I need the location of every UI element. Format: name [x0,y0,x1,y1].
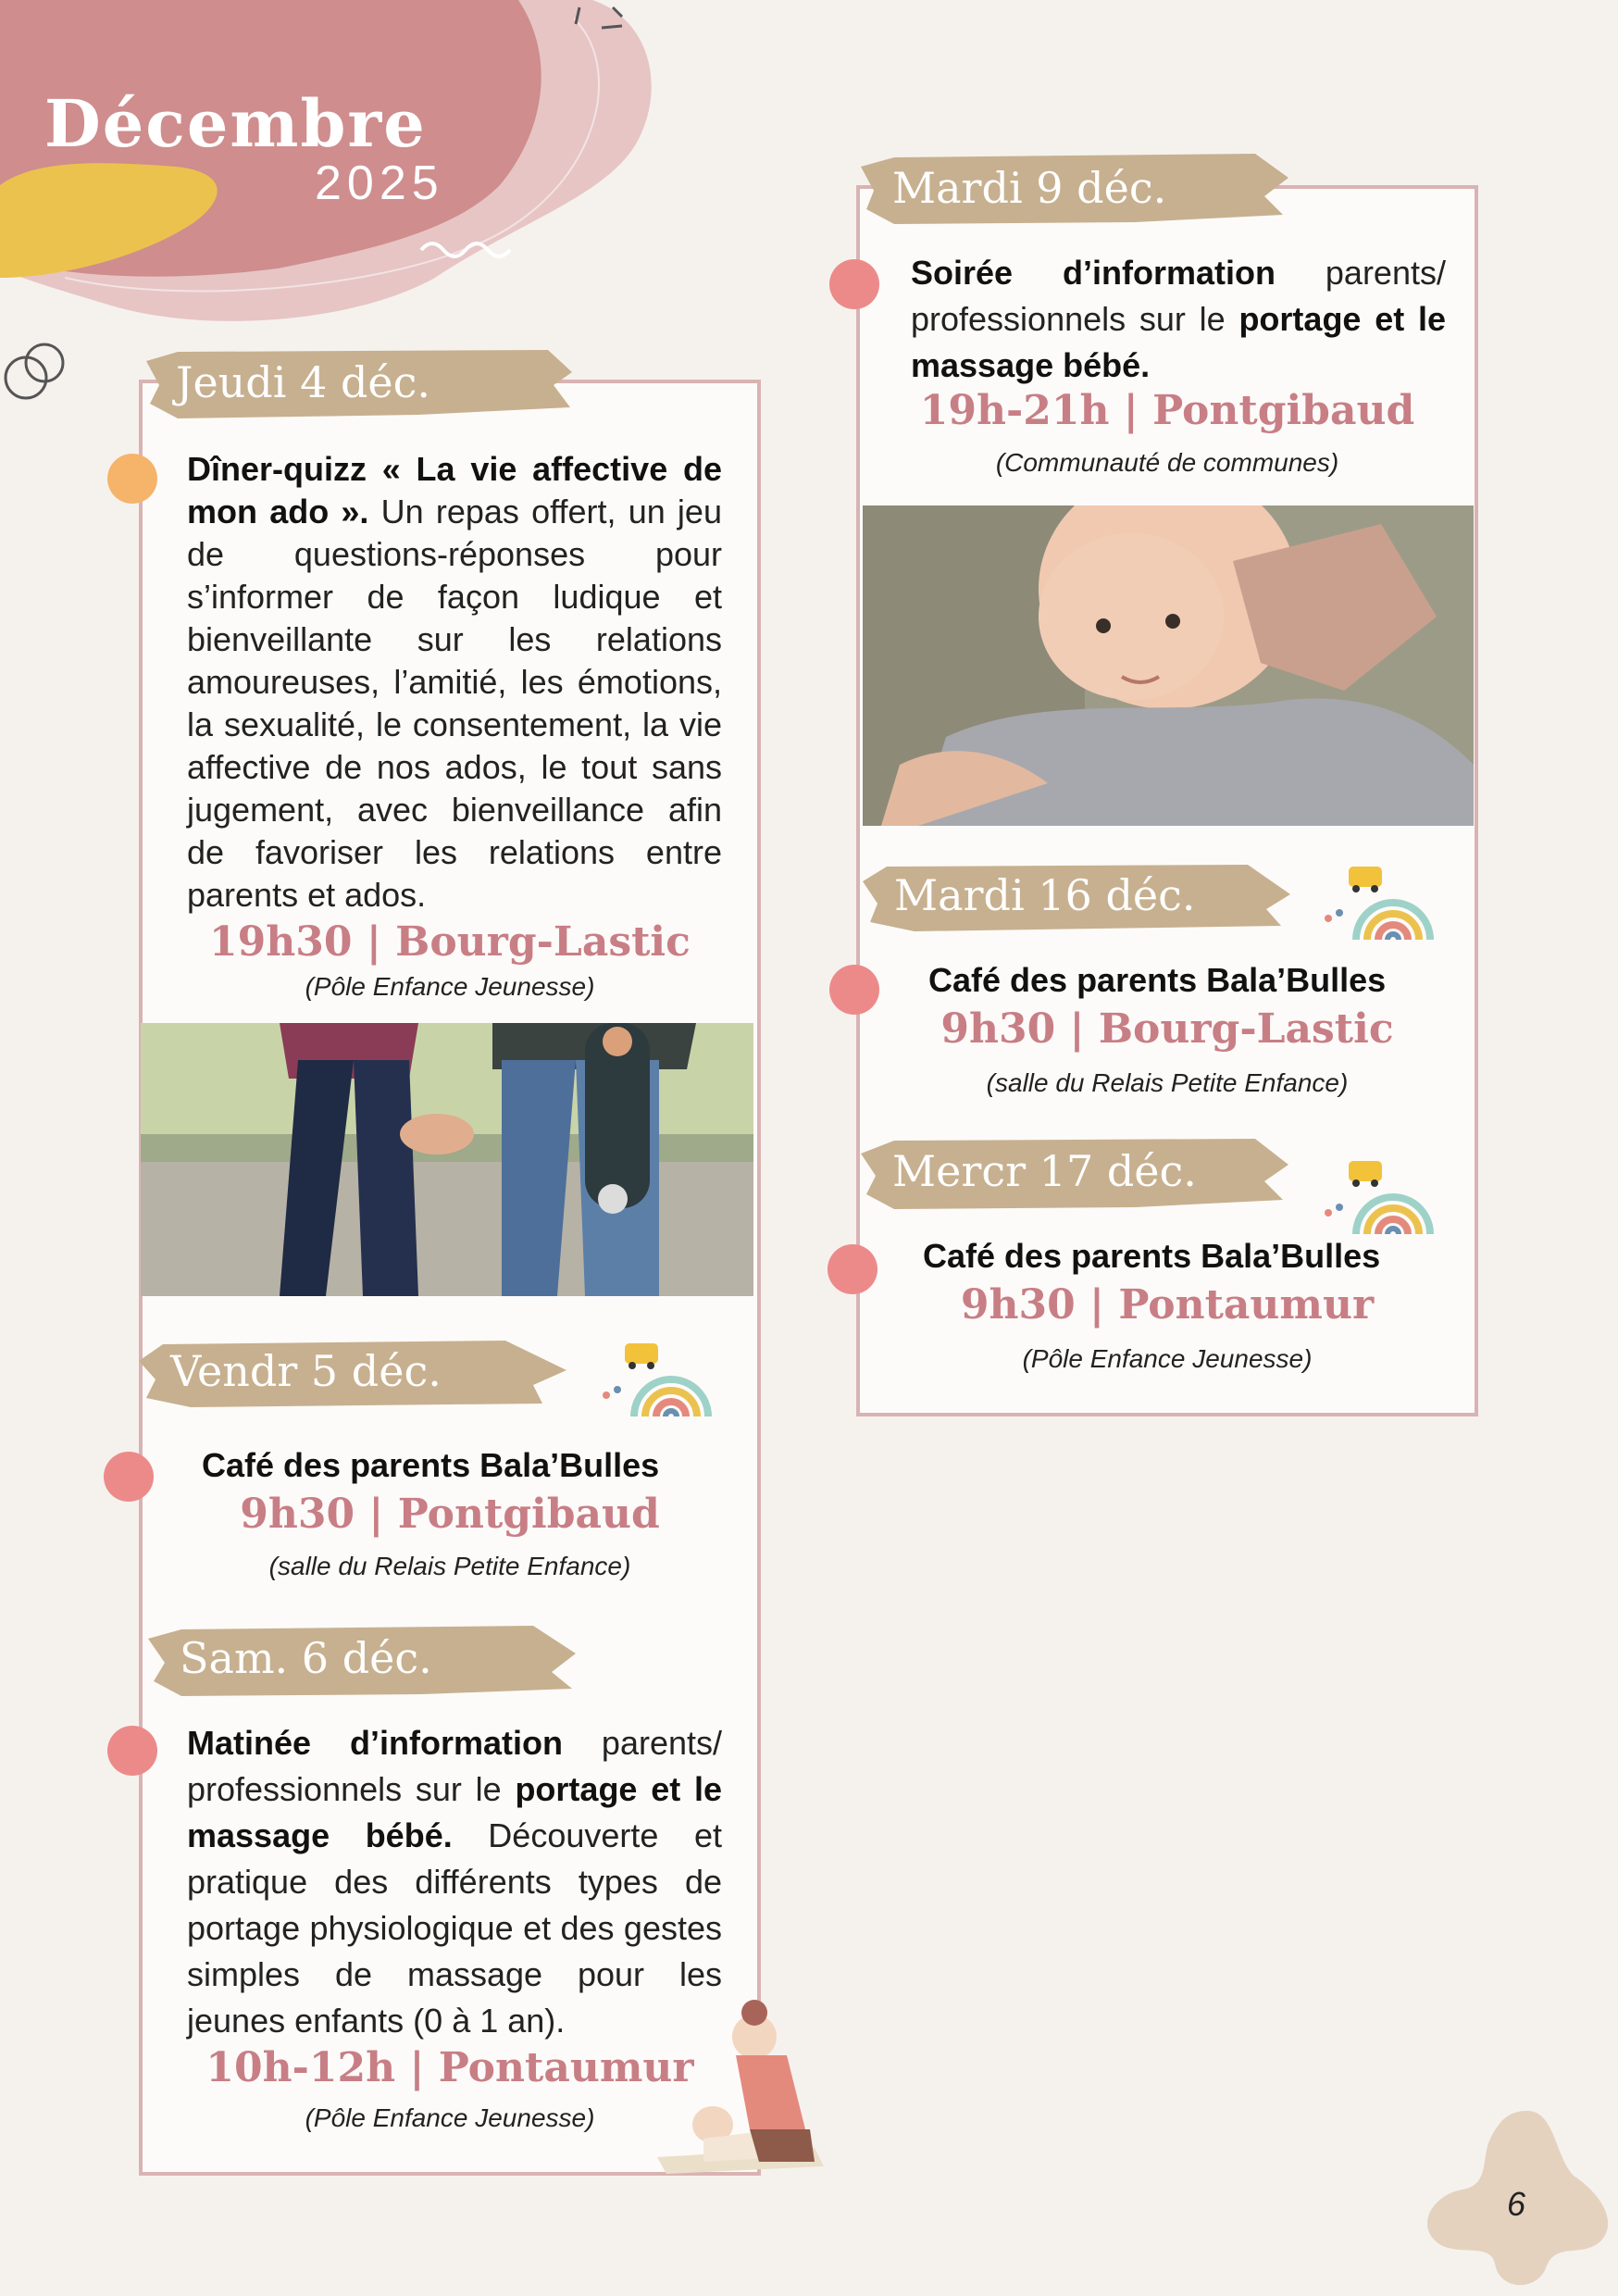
day-label-jeudi4: Jeudi 4 déc. [141,344,576,422]
event-venue-vendr5: (salle du Relais Petite Enfance) [268,1552,631,1580]
month-title: Décembre [44,85,427,162]
rainbow-bus-icon [1319,1155,1472,1239]
day-label-vendr5: Vendr 5 déc. [135,1333,570,1411]
event-description-jeudi4: Dîner-quizz « La vie affective de mon ado ». Un repas offert, un jeu de questions-réponses pour s’informer de façon ludique et bienveillante sur les relations amoureuses, l’amitié, les émotions, la sexualité, le consentement, la vie affective de nos ados, le tout sans jugement, avec bienveillance afin de favoriser les relations entre parents et ados. [187,450,722,914]
rings-icon [0,333,74,407]
mother-massaging-baby-illustration [648,2000,833,2176]
event-venue-mardi9: (Communauté de communes) [995,448,1339,477]
bullet-icon [107,454,157,504]
day-label-mardi16: Mardi 16 déc. [859,857,1294,935]
rainbow-bus-icon [597,1338,750,1421]
event-time-place-mardi9: 19h-21h | Pontgibaud [919,387,1415,434]
event-venue-mercr17: (Pôle Enfance Jeunesse) [1022,1344,1313,1373]
bullet-icon [107,1726,157,1776]
day-label-sam6: Sam. 6 déc. [144,1620,579,1698]
event-title-mardi16: Café des parents Bala’Bulles [928,961,1387,999]
day-label-mardi9: Mardi 9 déc. [857,150,1292,228]
baby-carrier-photo [863,505,1474,826]
rainbow-bus-icon [1319,861,1472,944]
event-time-place-jeudi4: 19h30 | Bourg-Lastic [209,918,691,966]
event-title-vendr5: Café des parents Bala’Bulles [202,1446,660,1484]
event-title-mercr17: Café des parents Bala’Bulles [923,1237,1381,1275]
event-venue-mardi16: (salle du Relais Petite Enfance) [986,1068,1349,1097]
day-label-mercr17: Mercr 17 déc. [857,1133,1292,1211]
teens-walking-photo [141,1023,753,1296]
baby-photo-illustration [863,505,1474,826]
event-time-place-mercr17: 9h30 | Pontaumur [960,1281,1375,1329]
teens-photo-illustration [141,1023,753,1296]
page-number: 6 [1507,2185,1526,2223]
event-venue-sam6: (Pôle Enfance Jeunesse) [305,2103,595,2132]
event-venue-jeudi4: (Pôle Enfance Jeunesse) [305,972,595,1001]
event-description-sam6: Matinée d’information parents/ professionnels sur le portage et le massage bébé. Découverte et pratique des différents types de portage physiologique et des gestes simples de massage pour les jeunes enfants (0 à 1 an). [187,1724,722,2040]
year-label: 2025 [315,156,444,210]
bullet-icon [829,259,879,309]
event-time-place-mardi16: 9h30 | Bourg-Lastic [940,1005,1394,1053]
event-time-place-sam6: 10h-12h | Pontaumur [205,2044,694,2091]
event-time-place-vendr5: 9h30 | Pontgibaud [240,1491,660,1538]
event-description-mardi9: Soirée d’information parents/ professionnels sur le portage et le massage bébé. [911,254,1446,384]
